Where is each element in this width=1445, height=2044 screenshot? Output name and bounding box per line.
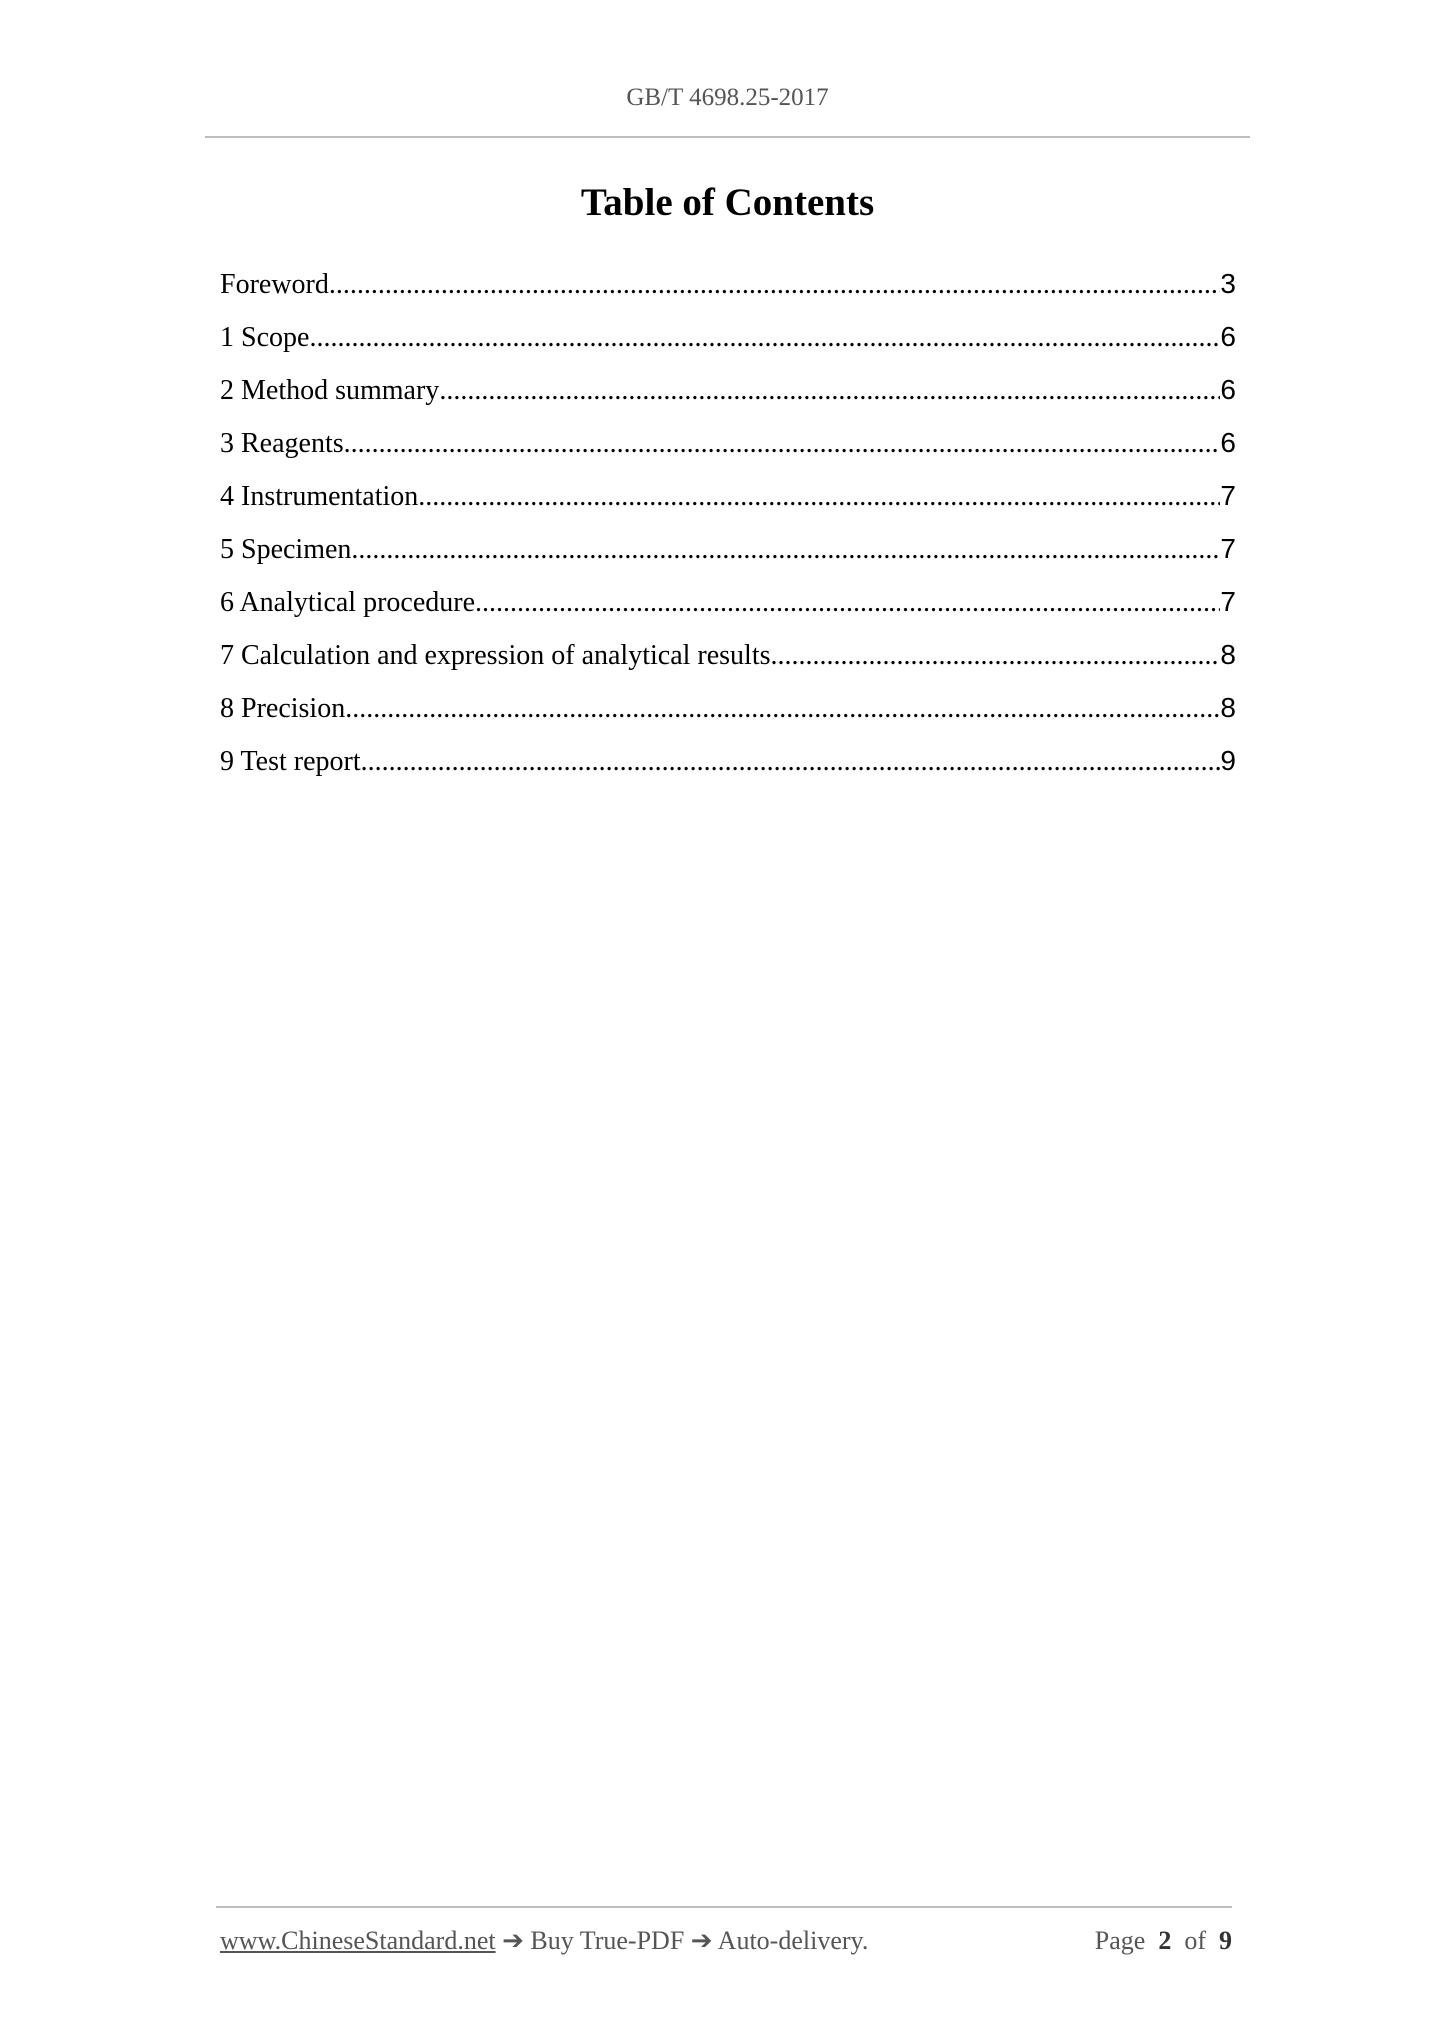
toc-dot-leader — [475, 576, 1220, 629]
toc-entry-method-summary[interactable] — [220, 363, 1236, 416]
page-title: Table of Contents — [580, 181, 875, 224]
arrow-icon: ➔ — [502, 1926, 524, 1955]
toc-entry-label: 6 Analytical procedure — [220, 587, 476, 618]
toc-dot-leader — [345, 682, 1220, 735]
toc-dot-leader — [344, 417, 1221, 470]
total-page-count: 9 — [1219, 1926, 1232, 1955]
toc-entry-analytical-procedure[interactable] — [220, 575, 1236, 628]
table-of-contents — [220, 257, 1236, 787]
toc-entry-foreword[interactable] — [220, 257, 1236, 310]
toc-entry-calculation[interactable] — [220, 628, 1236, 681]
page-word: Page — [1094, 1926, 1146, 1955]
toc-entry-instrumentation[interactable] — [220, 469, 1236, 522]
toc-entry-page: 9 — [1220, 745, 1236, 776]
toc-entry-page: 6 — [1220, 321, 1236, 352]
toc-entry-page: 3 — [1220, 268, 1236, 299]
toc-entry-test-report[interactable] — [220, 734, 1236, 787]
header-divider — [205, 136, 1250, 138]
toc-dot-leader — [309, 311, 1220, 364]
buy-true-pdf-text: Buy True-PDF — [530, 1926, 685, 1955]
of-word: of — [1184, 1926, 1206, 1955]
document-code-header: GB/T 4698.25-2017 — [626, 84, 829, 111]
toc-entry-label: 7 Calculation and expression of analytical results. — [220, 640, 778, 671]
toc-entry-reagents[interactable] — [220, 416, 1236, 469]
toc-entry-label: Foreword — [220, 269, 329, 300]
toc-dot-leader — [439, 364, 1220, 417]
toc-dot-leader — [778, 629, 1221, 682]
footer-divider — [216, 1906, 1232, 1908]
toc-dot-leader — [351, 523, 1220, 576]
toc-entry-label: 4 Instrumentation — [220, 481, 419, 512]
toc-entry-label: 1 Scope — [220, 322, 310, 353]
toc-entry-label: 3 Reagents — [220, 428, 344, 459]
toc-entry-page: 8 — [1220, 639, 1236, 670]
toc-entry-label: 2 Method summary — [220, 375, 440, 406]
toc-dot-leader — [329, 258, 1221, 311]
footer-promo — [220, 1926, 868, 1956]
current-page-number: 2 — [1158, 1926, 1172, 1955]
toc-entry-page: 8 — [1220, 692, 1236, 723]
toc-entry-label: 9 Test report — [220, 746, 361, 777]
site-link[interactable]: www.ChineseStandard.net — [220, 1926, 496, 1955]
toc-dot-leader — [361, 735, 1221, 788]
auto-delivery-text: Auto-delivery. — [717, 1926, 869, 1955]
toc-entry-precision[interactable] — [220, 681, 1236, 734]
toc-entry-page: 7 — [1220, 586, 1236, 617]
toc-entry-page: 7 — [1220, 480, 1236, 511]
page-number-indicator — [1095, 1926, 1232, 1956]
toc-entry-page: 6 — [1220, 374, 1236, 405]
page-footer — [220, 1926, 1232, 1956]
toc-entry-scope[interactable] — [220, 310, 1236, 363]
toc-entry-label: 8 Precision — [220, 693, 346, 724]
toc-entry-specimen[interactable] — [220, 522, 1236, 575]
toc-dot-leader — [418, 470, 1220, 523]
toc-entry-page: 6 — [1220, 427, 1236, 458]
toc-entry-label: 5 Specimen — [220, 534, 352, 565]
arrow-icon: ➔ — [690, 1926, 713, 1955]
toc-entry-page: 7 — [1220, 533, 1236, 564]
